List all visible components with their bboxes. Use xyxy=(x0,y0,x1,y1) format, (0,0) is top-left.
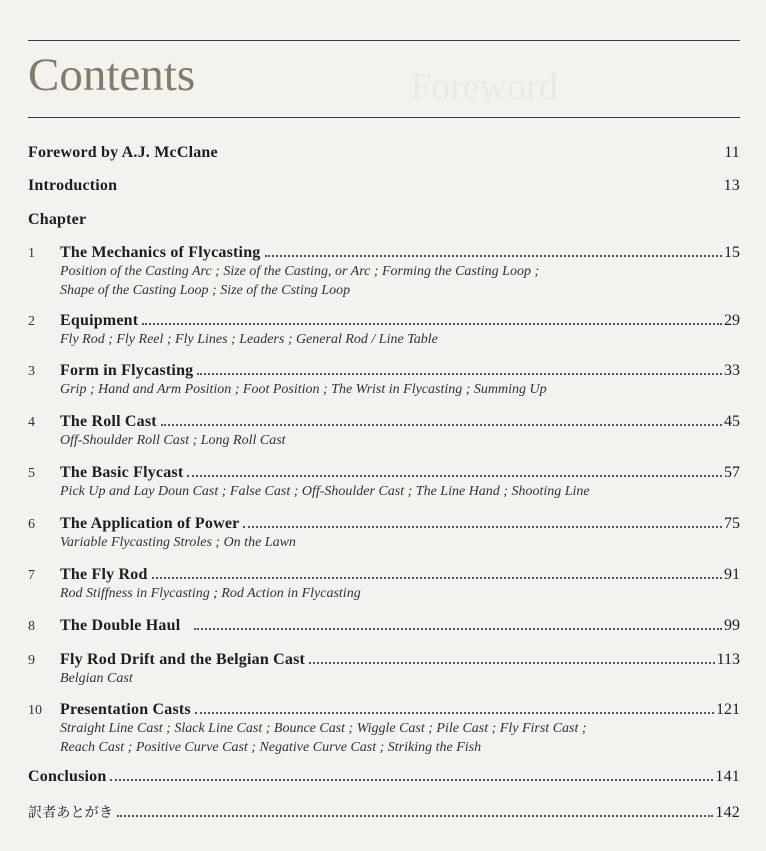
chapter-title: The Basic Flycast xyxy=(60,464,184,481)
chapter-page: 121 xyxy=(716,701,740,718)
chapter-page: 57 xyxy=(724,464,740,481)
dot-leader xyxy=(142,323,722,325)
entry-page: 141 xyxy=(715,768,740,785)
chapter-subtopics: Belgian Cast xyxy=(60,671,133,686)
chapter-number: 6 xyxy=(28,517,35,532)
chapter-subtopics: Reach Cast ; Positive Curve Cast ; Negative Curve Cast ; Striking the Fish xyxy=(60,740,482,755)
chapter-subtopics: Rod Stiffness in Flycasting ; Rod Action in Flycasting xyxy=(60,586,361,601)
chapter-number: 3 xyxy=(28,364,35,379)
toc-entry-chapter-6[interactable] xyxy=(28,515,740,552)
chapter-title: The Mechanics of Flycasting xyxy=(60,244,261,261)
dot-leader xyxy=(161,424,722,426)
chapter-number: 5 xyxy=(28,466,35,481)
toc-entry-chapter-3[interactable] xyxy=(28,362,740,399)
toc-entry-introduction[interactable] xyxy=(28,177,740,195)
chapter-page: 75 xyxy=(724,515,740,532)
chapter-title: Presentation Casts xyxy=(60,701,191,718)
toc-entry-chapter-7[interactable] xyxy=(28,566,740,603)
chapter-page: 45 xyxy=(724,413,740,430)
chapter-page: 91 xyxy=(724,566,740,583)
dot-leader xyxy=(309,662,715,664)
chapter-subtopics: Off-Shoulder Roll Cast ; Long Roll Cast xyxy=(60,433,286,448)
toc-entry-chapter-10[interactable] xyxy=(28,701,740,757)
entry-page: 11 xyxy=(724,144,740,161)
chapter-page: 99 xyxy=(724,617,740,634)
dot-leader xyxy=(265,255,723,257)
toc-entry-afterword[interactable] xyxy=(28,802,740,822)
toc-entry-chapter-9[interactable] xyxy=(28,651,740,688)
entry-title: 訳者あとがき xyxy=(28,806,114,821)
top-rule xyxy=(28,40,740,41)
toc-entry-chapter-8[interactable] xyxy=(28,617,740,635)
chapter-page: 113 xyxy=(716,651,740,668)
dot-leader xyxy=(195,712,714,714)
chapter-subtopics: Variable Flycasting Stroles ; On the Lawn xyxy=(60,535,296,550)
chapter-subtopics: Grip ; Hand and Arm Position ; Foot Position ; The Wrist in Flycasting ; Summing Up xyxy=(60,382,547,397)
chapter-subtopics: Shape of the Casting Loop ; Size of the Csting Loop xyxy=(60,283,351,298)
chapter-subtopics: Pick Up and Lay Doun Cast ; False Cast ; Off-Shoulder Cast ; The Line Hand ; Shooting Line xyxy=(60,484,590,499)
chapter-title: Equipment xyxy=(60,312,139,329)
entry-page: 13 xyxy=(723,177,740,194)
dot-leader xyxy=(110,779,713,781)
chapter-heading xyxy=(28,211,740,229)
chapter-title: Fly Rod Drift and the Belgian Cast xyxy=(60,651,306,668)
page-title: Contents xyxy=(28,49,196,101)
entry-title: Introduction xyxy=(28,177,118,194)
chapter-title: The Fly Rod xyxy=(60,566,148,583)
dot-leader xyxy=(117,815,713,817)
dot-leader xyxy=(197,373,722,375)
show-through-heading: Foreword xyxy=(410,66,558,108)
chapter-heading-label: Chapter xyxy=(28,211,87,228)
dot-leader xyxy=(194,628,722,630)
toc-entry-chapter-2[interactable] xyxy=(28,312,740,349)
dot-leader xyxy=(187,475,722,477)
toc-entry-conclusion[interactable] xyxy=(28,768,740,786)
chapter-subtopics: Straight Line Cast ; Slack Line Cast ; Bounce Cast ; Wiggle Cast ; Pile Cast ; Fly First Cast ; xyxy=(60,721,587,736)
toc-entry-chapter-5[interactable] xyxy=(28,464,740,501)
chapter-title: Form in Flycasting xyxy=(60,362,194,379)
toc-entry-foreword[interactable] xyxy=(28,144,740,162)
entry-page: 142 xyxy=(715,804,740,821)
entry-title: Foreword by A.J. McClane xyxy=(28,144,218,161)
toc-entry-chapter-1[interactable] xyxy=(28,244,740,300)
dot-leader xyxy=(243,526,722,528)
dot-leader xyxy=(152,577,722,579)
chapter-number: 8 xyxy=(28,619,35,634)
chapter-subtopics: Position of the Casting Arc ; Size of the Casting, or Arc ; Forming the Casting Loop ; xyxy=(60,264,540,279)
chapter-page: 33 xyxy=(724,362,740,379)
chapter-number: 9 xyxy=(28,653,35,668)
chapter-title: The Roll Cast xyxy=(60,413,157,430)
chapter-page: 29 xyxy=(724,312,740,329)
chapter-number: 2 xyxy=(28,314,35,329)
chapter-number: 4 xyxy=(28,415,35,430)
chapter-title: The Application of Power xyxy=(60,515,240,532)
chapter-number: 10 xyxy=(28,703,42,718)
chapter-title: The Double Haul xyxy=(60,617,181,634)
title-rule xyxy=(28,117,740,118)
chapter-subtopics: Fly Rod ; Fly Reel ; Fly Lines ; Leaders ; General Rod / Line Table xyxy=(60,332,438,347)
chapter-number: 1 xyxy=(28,246,35,261)
chapter-number: 7 xyxy=(28,568,35,583)
chapter-page: 15 xyxy=(724,244,740,261)
entry-title: Conclusion xyxy=(28,768,107,785)
toc-entry-chapter-4[interactable] xyxy=(28,413,740,450)
